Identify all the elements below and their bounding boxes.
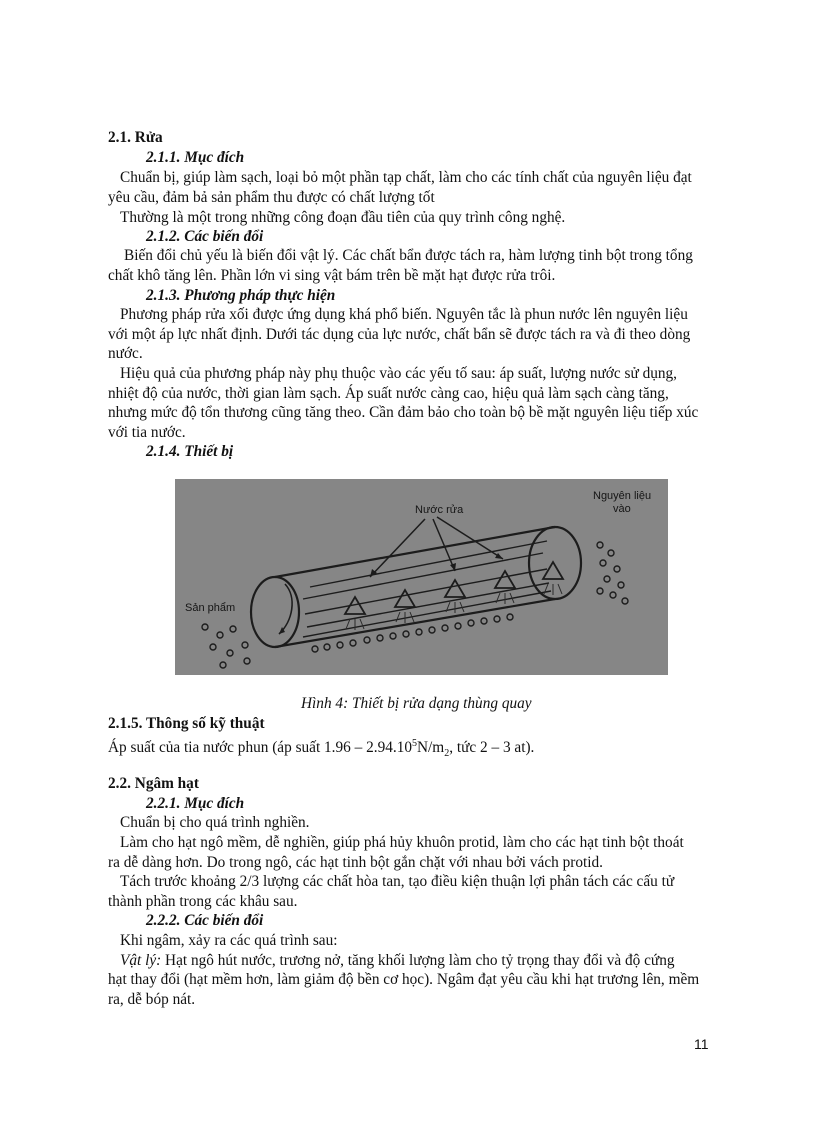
paragraph-line: nước.	[108, 345, 143, 362]
heading-2-1-3: 2.1.3. Phương pháp thực hiện	[146, 287, 336, 304]
rotary-drum-washer-figure	[175, 479, 668, 675]
page-number: 11	[694, 1036, 709, 1052]
label-input-line-2: vào	[613, 503, 631, 515]
heading-2-2: 2.2. Ngâm hạt	[108, 775, 199, 792]
paragraph-line: Thường là một trong những công đoạn đầu tiên của quy trình công nghệ.	[120, 209, 566, 226]
paragraph-line: chất khô tăng lên. Phần lớn vi sing vật bám trên bề mặt hạt được rửa trôi.	[108, 267, 556, 284]
grain-particles-inside	[312, 614, 513, 652]
drum-body	[275, 527, 555, 647]
paragraph-line: yêu cầu, đảm bả sản phẩm thu được có chất lượng tốt	[108, 189, 435, 206]
water-arrows	[370, 517, 503, 577]
label-output: Sản phẩm	[185, 602, 236, 614]
term-physical: Vật lý:	[120, 952, 162, 969]
spec-exponent: 5	[412, 738, 417, 749]
paragraph-line: với một áp lực nhất định. Dưới tác dụng của lực nước, chất bẩn sẽ được tách ra và đi theo dòng	[108, 326, 691, 343]
paragraph-line: Hiệu quả của phương pháp này phụ thuộc vào các yếu tố sau: áp suất, lượng nước sử dụng,	[120, 365, 677, 382]
heading-2-2-1: 2.2.1. Mục đích	[146, 795, 245, 812]
paragraph-line: hạt thay đổi (hạt mềm hơn, làm giảm độ bền cơ học). Ngâm đạt yêu cầu khi hạt trương lên, mềm	[108, 971, 700, 988]
heading-2-1-4: 2.1.4. Thiết bị	[146, 443, 234, 460]
paragraph-line: Tách trước khoảng 2/3 lượng các chất hòa tan, tạo điều kiện thuận lợi phân tách các cấu tử	[120, 873, 675, 890]
spec-line	[108, 734, 534, 764]
spec-unit: N/m	[417, 739, 445, 757]
drum-diagram	[175, 479, 668, 675]
paragraph-line: ra dễ dàng hơn. Do trong ngô, các hạt tinh bột gắn chặt với nhau bởi vách protid.	[108, 854, 603, 871]
label-water: Nước rửa	[415, 504, 464, 516]
label-input-line-1: Nguyên liệu	[593, 490, 652, 502]
paragraph-line: Chuẩn bị, giúp làm sạch, loại bỏ một phần tạp chất, làm cho các tính chất của nguyên liệu đạt	[120, 169, 692, 186]
spec-text-pre: Áp suất của tia nước phun (áp suất 1.96 – 2.94.10	[108, 739, 412, 757]
paragraph-line: Biến đổi chủ yếu là biến đổi vật lý. Các chất bẩn được tách ra, hàm lượng tinh bột trong tổng	[124, 247, 693, 264]
paragraph-line: nhiệt độ của nước, thời gian làm sạch. Áp suất nước càng cao, hiệu quả làm sạch càng tăng,	[108, 385, 669, 402]
paragraph-line: thành phần trong các khâu sau.	[108, 893, 298, 910]
paragraph-line: Chuẩn bị cho quá trình nghiền.	[120, 814, 310, 831]
paragraph-line: Khi ngâm, xảy ra các quá trình sau:	[120, 932, 338, 949]
paragraph-line: nhưng mức độ tổn thương cũng tăng theo. Cần đảm bảo cho toàn bộ bề mặt nguyên liệu tiếp xúc	[108, 404, 699, 421]
figure-caption: Hình 4: Thiết bị rửa dạng thùng quay	[301, 695, 532, 712]
paragraph-line: với tia nước.	[108, 424, 186, 441]
grain-particles-outside	[202, 542, 628, 668]
spec-text-post: , tức 2 – 3 at).	[449, 739, 535, 757]
paragraph-line	[120, 951, 675, 971]
rotation-arrow-icon	[279, 584, 292, 634]
heading-2-1: 2.1. Rửa	[108, 129, 163, 146]
heading-2-1-1: 2.1.1. Mục đích	[146, 149, 245, 166]
heading-2-1-5: 2.1.5. Thông số kỹ thuật	[108, 715, 265, 732]
heading-2-2-2: 2.2.2. Các biến đổi	[146, 912, 264, 929]
paragraph-line: ra, dễ bóp nát.	[108, 991, 196, 1008]
paragraph-line: Làm cho hạt ngô mềm, dễ nghiền, giúp phá hủy khuôn protid, làm cho các hạt tinh bột thoát	[120, 834, 684, 851]
drum-right-end	[529, 527, 581, 599]
paragraph-line: Phương pháp rửa xối được ứng dụng khá phổ biến. Nguyên tắc là phun nước lên nguyên liệu	[120, 306, 688, 323]
paragraph-text: Hạt ngô hút nước, trương nở, tăng khối lượng làm cho tỷ trọng thay đổi và độ cứng	[161, 952, 675, 969]
spec-subscript: 2	[444, 748, 450, 760]
heading-2-1-2: 2.1.2. Các biến đổi	[146, 228, 264, 245]
